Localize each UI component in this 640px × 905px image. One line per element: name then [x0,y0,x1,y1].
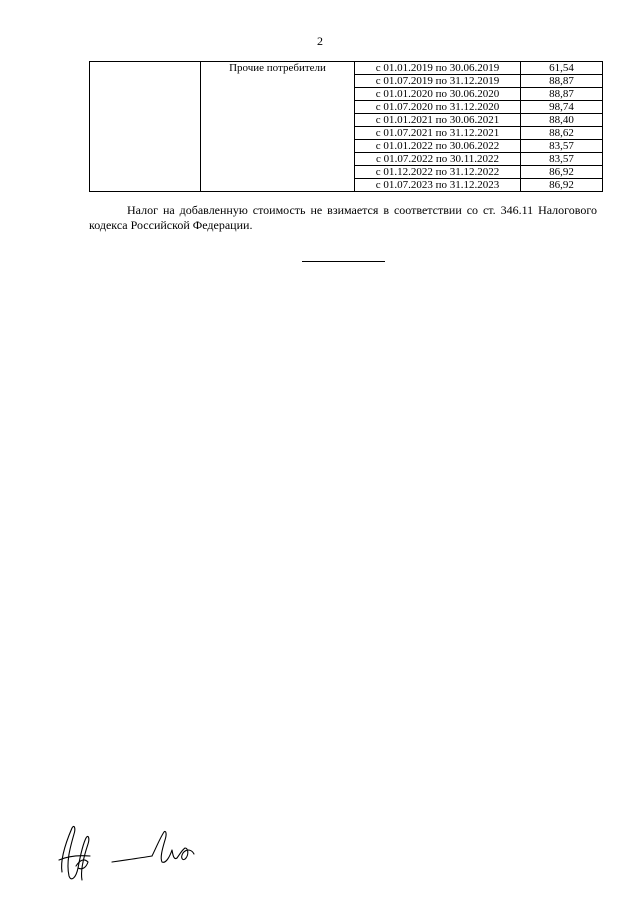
period-cell: с 01.07.2020 по 31.12.2020 [355,101,521,114]
tariff-value-cell: 88,87 [521,75,603,88]
period-cell: с 01.12.2022 по 31.12.2022 [355,166,521,179]
period-cell: с 01.01.2022 по 30.06.2022 [355,140,521,153]
tariff-value-cell: 88,40 [521,114,603,127]
period-cell: с 01.07.2019 по 31.12.2019 [355,75,521,88]
tariff-value-cell: 61,54 [521,62,603,75]
table-row [90,62,603,75]
tariff-table [89,61,603,192]
tariff-value-cell: 83,57 [521,140,603,153]
period-cell: с 01.01.2019 по 30.06.2019 [355,62,521,75]
vat-note: Налог на добавленную стоимость не взимается в соответствии со ст. 346.11 Налогового кодекса Российской Федерации. [89,203,597,232]
period-cell: с 01.07.2023 по 31.12.2023 [355,179,521,192]
tariff-value-cell: 86,92 [521,166,603,179]
period-cell: с 01.07.2021 по 31.12.2021 [355,127,521,140]
period-cell: с 01.01.2020 по 30.06.2020 [355,88,521,101]
empty-category-cell [90,62,201,192]
period-cell: с 01.07.2022 по 30.11.2022 [355,153,521,166]
handwritten-signature-icon [56,820,206,885]
tariff-table-body [90,62,603,192]
end-of-document-rule [302,261,385,262]
tariff-value-cell: 98,74 [521,101,603,114]
page-number: 2 [317,34,323,48]
period-cell: с 01.01.2021 по 30.06.2021 [355,114,521,127]
tariff-value-cell: 88,87 [521,88,603,101]
tariff-value-cell: 86,92 [521,179,603,192]
tariff-value-cell: 83,57 [521,153,603,166]
consumer-group-cell: Прочие потребители [201,62,355,192]
tariff-value-cell: 88,62 [521,127,603,140]
